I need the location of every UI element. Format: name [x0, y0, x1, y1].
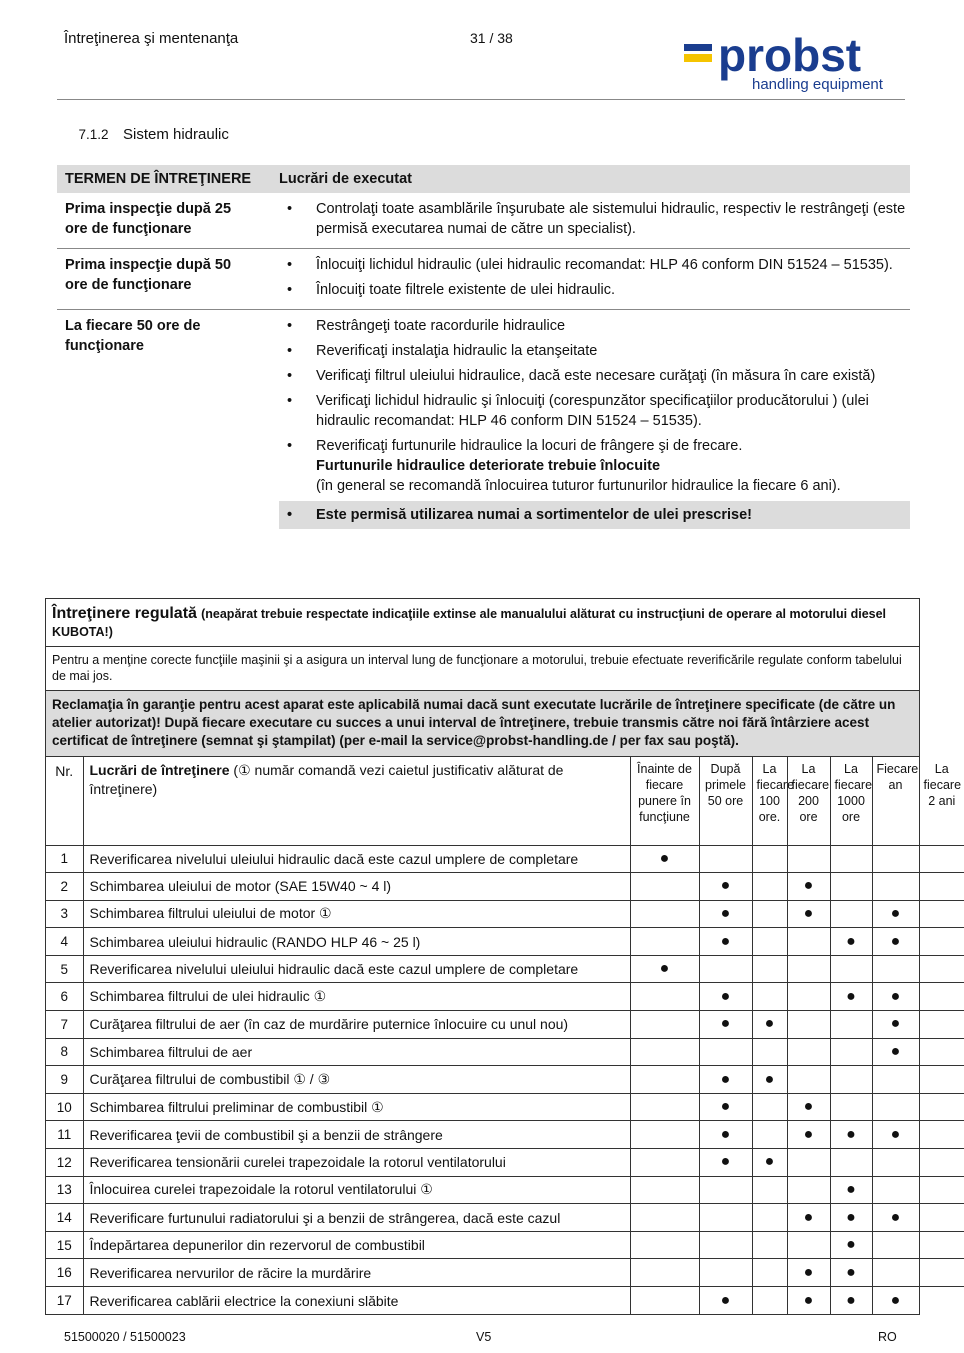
term-label: La fiecare 50 ore de funcţionare — [65, 318, 201, 354]
task-text: Schimbarea uleiului de motor (SAE 15W40 ~ 4 l) — [83, 873, 630, 901]
interval-dot: ● — [830, 983, 872, 1011]
interval-cell — [630, 1121, 699, 1149]
table-row — [46, 955, 964, 983]
interval-header: La fiecare 1000 ore — [830, 757, 872, 845]
interval-dot: ● — [699, 873, 752, 901]
interval-cell — [872, 1149, 919, 1177]
interval-cell — [830, 1093, 872, 1121]
logo-word: probst — [718, 29, 862, 81]
task-text: Înlocuirea curelei trapezoidale la rotorul ventilatorului ① — [83, 1176, 630, 1204]
interval-cell — [752, 1038, 787, 1066]
table-row — [46, 1204, 964, 1232]
interval-cell — [919, 1066, 964, 1094]
work-item-hoses — [279, 436, 910, 496]
interval-cell — [919, 845, 964, 873]
work-item: • Reverificaţi instalaţia hidraulic la etanşeitate — [279, 341, 910, 361]
interval-cell — [699, 845, 752, 873]
interval-dot: ● — [787, 1121, 830, 1149]
task-number: 15 — [46, 1231, 83, 1259]
task-number: 16 — [46, 1259, 83, 1287]
logo-bar-blue — [684, 44, 712, 51]
interval-dot: ● — [630, 955, 699, 983]
table-row — [46, 900, 964, 928]
interval-dot: ● — [699, 1287, 752, 1315]
interval-cell — [699, 1176, 752, 1204]
interval-cell — [630, 1093, 699, 1121]
maintenance-grid — [46, 757, 964, 1314]
interval-dot: ● — [699, 1011, 752, 1039]
interval-cell — [752, 1231, 787, 1259]
interval-dot: ● — [872, 1038, 919, 1066]
interval-dot: ● — [872, 983, 919, 1011]
page-number: 31 / 38 — [470, 30, 513, 46]
interval-cell — [919, 1231, 964, 1259]
interval-dot: ● — [830, 1231, 872, 1259]
table-row — [46, 1038, 964, 1066]
table-row — [46, 1287, 964, 1315]
interval-dot: ● — [830, 1287, 872, 1315]
table-row — [46, 845, 964, 873]
interval-cell — [699, 1204, 752, 1232]
task-text: Schimbarea uleiului hidraulic (RANDO HLP 46 ~ 25 l) — [83, 928, 630, 956]
interval-header: La fiecare 100 ore. — [752, 757, 787, 845]
table-row — [46, 1093, 964, 1121]
interval-cell — [630, 1176, 699, 1204]
interval-dot: ● — [752, 1011, 787, 1039]
interval-cell — [872, 873, 919, 901]
hydraulic-table-header — [57, 165, 910, 193]
interval-dot: ● — [830, 1121, 872, 1149]
task-number: 2 — [46, 873, 83, 901]
work-item: • Înlocuiţi toate filtrele existente de ulei hidraulic. — [279, 280, 910, 300]
interval-cell — [787, 928, 830, 956]
hoses-note: (în general se recomandă înlocuirea tuturor furtunurilor hidraulice la fiecare 6 ani). — [316, 478, 841, 494]
interval-cell — [752, 1287, 787, 1315]
task-number: 5 — [46, 955, 83, 983]
interval-cell — [919, 955, 964, 983]
interval-cell — [919, 1011, 964, 1039]
table-row — [46, 873, 964, 901]
interval-cell — [752, 983, 787, 1011]
col-work-note: (① număr comandă vezi caietul justificativ alăturat de întreţinere) — [89, 762, 564, 797]
interval-dot: ● — [872, 1287, 919, 1315]
interval-cell — [630, 900, 699, 928]
table-row — [46, 1011, 964, 1039]
regular-title-row — [46, 599, 919, 647]
interval-dot: ● — [787, 1204, 830, 1232]
interval-cell — [919, 900, 964, 928]
term-label: Prima inspecţie după 50 ore de funcţionare — [65, 257, 232, 293]
interval-cell — [830, 845, 872, 873]
task-number: 17 — [46, 1287, 83, 1315]
col-work-header: Lucrări de executat — [279, 171, 412, 187]
task-text: Curăţarea filtrului de aer (în caz de murdărire puternice înlocuire cu unul nou) — [83, 1011, 630, 1039]
interval-cell — [630, 1204, 699, 1232]
regular-title-note: (neapărat trebuie respectate indicaţiile extinse ale manualului alăturat cu instrucţiuni de operare al motorului diesel KUBOTA!) — [52, 607, 887, 639]
interval-dot: ● — [830, 1204, 872, 1232]
interval-cell — [830, 900, 872, 928]
hydraulic-maintenance-table — [57, 165, 910, 538]
table-row — [46, 1066, 964, 1094]
interval-cell — [752, 1204, 787, 1232]
header-divider — [57, 99, 905, 100]
interval-cell — [630, 1231, 699, 1259]
logo-bar-yellow — [684, 54, 712, 62]
interval-cell — [630, 1011, 699, 1039]
interval-cell — [752, 955, 787, 983]
task-text: Schimbarea filtrului preliminar de combustibil ① — [83, 1093, 630, 1121]
interval-cell — [872, 1093, 919, 1121]
interval-dot: ● — [872, 1204, 919, 1232]
task-text: Reverificare furtunului radiatorului şi a benzii de strângerea, dacă este cazul — [83, 1204, 630, 1232]
table-row — [46, 983, 964, 1011]
interval-cell — [919, 1204, 964, 1232]
interval-header: La fiecare 200 ore — [787, 757, 830, 845]
interval-cell — [787, 845, 830, 873]
interval-cell — [699, 955, 752, 983]
interval-dot: ● — [630, 845, 699, 873]
interval-cell — [752, 1259, 787, 1287]
interval-cell — [787, 1149, 830, 1177]
warranty-warning: Reclamaţia în garanţie pentru acest aparat este aplicabilă numai dacă sunt executate lucrările de întreţinere specificate (de către un atelier autorizat)! După fiecare executare cu succes a unui interval de întreţinere, trebuie transmis către noi fără întârziere acest certificat de întreţinere (semnat şi ştampilat) (per e-mail la service@probst-handling.de / per fax sau poştă). — [46, 691, 919, 757]
interval-dot: ● — [699, 983, 752, 1011]
task-number: 10 — [46, 1093, 83, 1121]
interval-dot: ● — [872, 1121, 919, 1149]
task-text: Reverificarea cablării electrice la conexiuni slăbite — [83, 1287, 630, 1315]
work-item: • Verificaţi filtrul uleiului hidraulice, dacă este necesare curăţaţi (în măsura în care există) — [279, 366, 910, 386]
interval-cell — [919, 1093, 964, 1121]
interval-cell — [830, 1038, 872, 1066]
interval-cell — [830, 1011, 872, 1039]
interval-cell — [752, 873, 787, 901]
task-number: 12 — [46, 1149, 83, 1177]
hoses-warning: Furtunurile hidraulice deteriorate trebuie înlocuite — [316, 458, 661, 474]
task-number: 6 — [46, 983, 83, 1011]
table-row — [46, 1259, 964, 1287]
task-number: 9 — [46, 1066, 83, 1094]
work-item: • Controlaţi toate asamblările înşurubate ale sistemului hidraulic, respectiv le restrângeţi (este permisă executarea numai de către un specialist). — [279, 199, 910, 239]
hydraulic-row — [57, 193, 910, 249]
interval-cell — [630, 1149, 699, 1177]
section-title: Sistem hidraulic — [123, 126, 229, 143]
hydraulic-row — [57, 249, 910, 310]
regular-title: Întreţinere regulată — [52, 605, 197, 622]
logo-tagline: handling equipment — [752, 76, 883, 93]
task-text: Reverificarea ţevii de combustibil şi a benzii de strângere — [83, 1121, 630, 1149]
interval-cell — [787, 1176, 830, 1204]
interval-dot: ● — [699, 900, 752, 928]
interval-cell — [919, 1259, 964, 1287]
interval-cell — [919, 1149, 964, 1177]
col-nr-header: Nr. — [46, 757, 83, 845]
interval-cell — [872, 1231, 919, 1259]
header-title: Întreţinerea şi mentenanţa — [64, 30, 239, 47]
task-number: 14 — [46, 1204, 83, 1232]
interval-cell — [830, 873, 872, 901]
interval-cell — [787, 1231, 830, 1259]
interval-cell — [787, 1038, 830, 1066]
interval-cell — [830, 1066, 872, 1094]
interval-cell — [630, 1259, 699, 1287]
interval-dot: ● — [830, 928, 872, 956]
interval-cell — [919, 1176, 964, 1204]
section-heading — [64, 126, 229, 143]
interval-cell — [919, 1287, 964, 1315]
section-number: 7.1.2 — [78, 127, 109, 142]
interval-cell — [872, 1259, 919, 1287]
interval-dot: ● — [787, 1259, 830, 1287]
interval-dot: ● — [699, 928, 752, 956]
interval-cell — [919, 928, 964, 956]
interval-dot: ● — [752, 1149, 787, 1177]
interval-cell — [752, 900, 787, 928]
task-number: 3 — [46, 900, 83, 928]
probst-logo — [682, 29, 894, 96]
task-text: Reverificarea nivelului uleiului hidraulic dacă este cazul umplere de completare — [83, 955, 630, 983]
interval-cell — [752, 928, 787, 956]
interval-cell — [630, 1287, 699, 1315]
task-text: Reverificarea nervurilor de răcire la murdărire — [83, 1259, 630, 1287]
interval-header: La fiecare 2 ani — [919, 757, 964, 845]
interval-cell — [919, 1121, 964, 1149]
table-row — [46, 1231, 964, 1259]
interval-cell — [630, 873, 699, 901]
interval-dot: ● — [699, 1066, 752, 1094]
work-item: • Înlocuiţi lichidul hidraulic (ulei hidraulic recomandat: HLP 46 conform DIN 51524 – 51535). — [279, 255, 910, 275]
task-text: Schimbarea filtrului de ulei hidraulic ① — [83, 983, 630, 1011]
interval-cell — [752, 845, 787, 873]
interval-cell — [787, 983, 830, 1011]
interval-cell — [630, 1038, 699, 1066]
interval-dot: ● — [830, 1176, 872, 1204]
interval-dot: ● — [699, 1093, 752, 1121]
col-work-header — [83, 757, 630, 845]
interval-cell — [752, 1093, 787, 1121]
interval-cell — [752, 1121, 787, 1149]
interval-cell — [830, 1149, 872, 1177]
interval-dot: ● — [699, 1121, 752, 1149]
interval-header: Fiecare an — [872, 757, 919, 845]
interval-cell — [630, 928, 699, 956]
hoses-text: Reverificaţi furtunurile hidraulice la locuri de frângere şi de frecare. — [316, 438, 743, 454]
task-text: Schimbarea filtrului uleiului de motor ① — [83, 900, 630, 928]
interval-dot: ● — [830, 1259, 872, 1287]
term-label: Prima inspecţie după 25 ore de funcţionare — [65, 201, 232, 237]
task-number: 13 — [46, 1176, 83, 1204]
interval-cell — [699, 1259, 752, 1287]
interval-header: După primele 50 ore — [699, 757, 752, 845]
interval-cell — [752, 1176, 787, 1204]
footer-version: V5 — [476, 1330, 492, 1344]
grid-header-row — [46, 757, 964, 845]
task-text: Reverificarea tensionării curelei trapezoidale la rotorul ventilatorului — [83, 1149, 630, 1177]
task-text: Reverificarea nivelului uleiului hidraulic dacă este cazul umplere de completare — [83, 845, 630, 873]
footer-article-numbers: 51500020 / 51500023 — [64, 1330, 186, 1344]
regular-intro: Pentru a menţine corecte funcţiile maşinii şi a asigura un interval lung de funcţionare a motorului, trebuie efectuate reverificările regulate conform tabelului de mai jos. — [46, 647, 919, 691]
interval-cell — [919, 873, 964, 901]
interval-dot: ● — [699, 1149, 752, 1177]
table-row — [46, 928, 964, 956]
task-number: 11 — [46, 1121, 83, 1149]
interval-cell — [872, 845, 919, 873]
regular-maintenance-table — [45, 598, 962, 1315]
task-text: Curăţarea filtrului de combustibil ① / ③ — [83, 1066, 630, 1094]
task-number: 4 — [46, 928, 83, 956]
interval-cell — [787, 1066, 830, 1094]
interval-dot: ● — [872, 900, 919, 928]
col-work-title: Lucrări de întreţinere — [89, 762, 230, 778]
hydraulic-row — [57, 310, 910, 538]
interval-cell — [872, 955, 919, 983]
work-item: • Verificaţi lichidul hidraulic şi înlocuiţi (corespunzător specificaţiilor producătorului ) (ulei hidraulic recomandat: HLP 46 conform DIN 51524 – 51535). — [279, 391, 910, 431]
table-row — [46, 1121, 964, 1149]
task-text: Schimbarea filtrului de aer — [83, 1038, 630, 1066]
interval-cell — [787, 1011, 830, 1039]
interval-cell — [872, 1066, 919, 1094]
interval-cell — [787, 955, 830, 983]
interval-cell — [699, 1231, 752, 1259]
interval-cell — [699, 1038, 752, 1066]
task-number: 8 — [46, 1038, 83, 1066]
interval-dot: ● — [872, 1011, 919, 1039]
interval-cell — [630, 1066, 699, 1094]
interval-dot: ● — [752, 1066, 787, 1094]
work-item: • Restrângeţi toate racordurile hidraulice — [279, 316, 910, 336]
interval-cell — [630, 983, 699, 1011]
interval-dot: ● — [787, 1287, 830, 1315]
task-number: 7 — [46, 1011, 83, 1039]
interval-cell — [830, 955, 872, 983]
footer-language: RO — [878, 1330, 897, 1344]
task-text: Îndepărtarea depunerilor din rezervorul de combustibil — [83, 1231, 630, 1259]
interval-header: Înainte de fiecare punere în funcţiune — [630, 757, 699, 845]
interval-cell — [919, 983, 964, 1011]
col-term-header: TERMEN DE ÎNTREŢINERE — [65, 171, 252, 187]
interval-dot: ● — [787, 873, 830, 901]
table-row — [46, 1149, 964, 1177]
interval-cell — [919, 1038, 964, 1066]
interval-dot: ● — [787, 900, 830, 928]
task-number: 1 — [46, 845, 83, 873]
table-row — [46, 1176, 964, 1204]
interval-cell — [872, 1176, 919, 1204]
interval-dot: ● — [787, 1093, 830, 1121]
oil-highlight: • Este permisă utilizarea numai a sortimentelor de ulei prescrise! — [279, 501, 910, 529]
interval-dot: ● — [872, 928, 919, 956]
